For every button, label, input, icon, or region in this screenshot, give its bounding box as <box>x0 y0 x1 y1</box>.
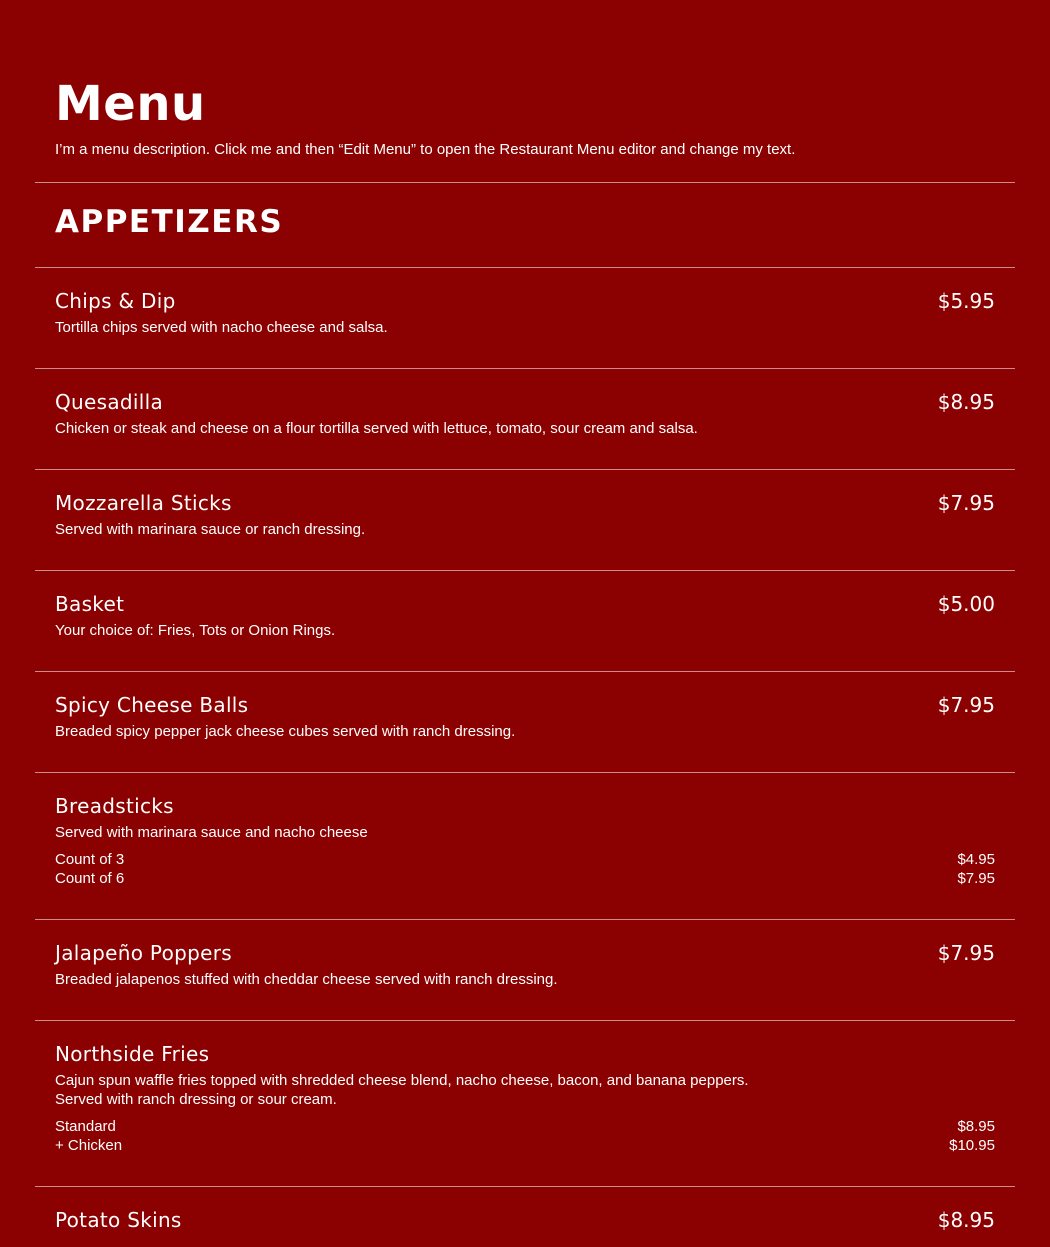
item-price: $8.95 <box>937 390 995 414</box>
variant-label: Count of 3 <box>55 851 125 868</box>
item-description <box>55 1071 995 1109</box>
menu-title: Menu <box>55 76 206 132</box>
item-variants <box>55 1117 995 1155</box>
section-header-appetizers <box>35 183 1015 268</box>
item-price: $7.95 <box>937 941 995 965</box>
item-name: Quesadilla <box>55 390 164 414</box>
item-name: Spicy Cheese Balls <box>55 693 249 717</box>
item-description: Served with marinara sauce and nacho cheese <box>55 824 368 841</box>
section-title: APPETIZERS <box>55 204 284 240</box>
item-description-line: Served with ranch dressing or sour cream. <box>55 1091 337 1108</box>
variant-row <box>55 1117 995 1136</box>
variant-label: Count of 6 <box>55 870 125 887</box>
variant-row <box>55 1136 995 1155</box>
menu-item-mozzarella-sticks[interactable] <box>35 470 1015 571</box>
item-variants <box>55 850 995 888</box>
item-price: $5.00 <box>937 592 995 616</box>
item-description-line: Cajun spun waffle fries topped with shredded cheese blend, nacho cheese, bacon, and banana peppers. <box>55 1072 749 1089</box>
item-name: Chips & Dip <box>55 289 176 313</box>
item-description: Served with marinara sauce or ranch dressing. <box>55 521 366 538</box>
menu-header <box>35 0 1015 183</box>
item-name: Mozzarella Sticks <box>55 491 232 515</box>
item-name: Breadsticks <box>55 794 174 818</box>
menu-item-basket[interactable] <box>35 571 1015 672</box>
menu-item-spicy-cheese-balls[interactable] <box>35 672 1015 773</box>
variant-row <box>55 850 995 869</box>
item-description: Breaded spicy pepper jack cheese cubes served with ranch dressing. <box>55 723 516 740</box>
item-description: Chicken or steak and cheese on a flour tortilla served with lettuce, tomato, sour cream and salsa. <box>55 420 698 437</box>
item-price: $7.95 <box>937 693 995 717</box>
menu-description[interactable]: I’m a menu description. Click me and then “Edit Menu” to open the Restaurant Menu editor and change my text. <box>55 141 796 158</box>
item-description: Breaded jalapenos stuffed with cheddar cheese served with ranch dressing. <box>55 971 558 988</box>
item-name: Jalapeño Poppers <box>55 941 232 965</box>
menu-item-chips-and-dip[interactable] <box>35 268 1015 369</box>
menu-item-breadsticks[interactable] <box>35 773 1015 920</box>
item-price: $7.95 <box>937 491 995 515</box>
menu-item-jalapeno-poppers[interactable] <box>35 920 1015 1021</box>
item-description: Your choice of: Fries, Tots or Onion Rings. <box>55 622 336 639</box>
variant-price: $4.95 <box>957 851 995 868</box>
variant-label: + Chicken <box>55 1137 123 1154</box>
menu-item-northside-fries[interactable] <box>35 1021 1015 1187</box>
item-price: $5.95 <box>937 289 995 313</box>
variant-price: $8.95 <box>957 1118 995 1135</box>
item-name: Northside Fries <box>55 1042 210 1066</box>
variant-label: Standard <box>55 1118 116 1135</box>
item-price: $8.95 <box>937 1208 995 1232</box>
item-name: Potato Skins <box>55 1208 182 1232</box>
menu-item-potato-skins[interactable] <box>35 1187 1015 1247</box>
variant-price: $10.95 <box>949 1137 995 1154</box>
item-description: Tortilla chips served with nacho cheese and salsa. <box>55 319 388 336</box>
item-name: Basket <box>55 592 125 616</box>
variant-row <box>55 869 995 888</box>
variant-price: $7.95 <box>957 870 995 887</box>
menu-item-quesadilla[interactable] <box>35 369 1015 470</box>
